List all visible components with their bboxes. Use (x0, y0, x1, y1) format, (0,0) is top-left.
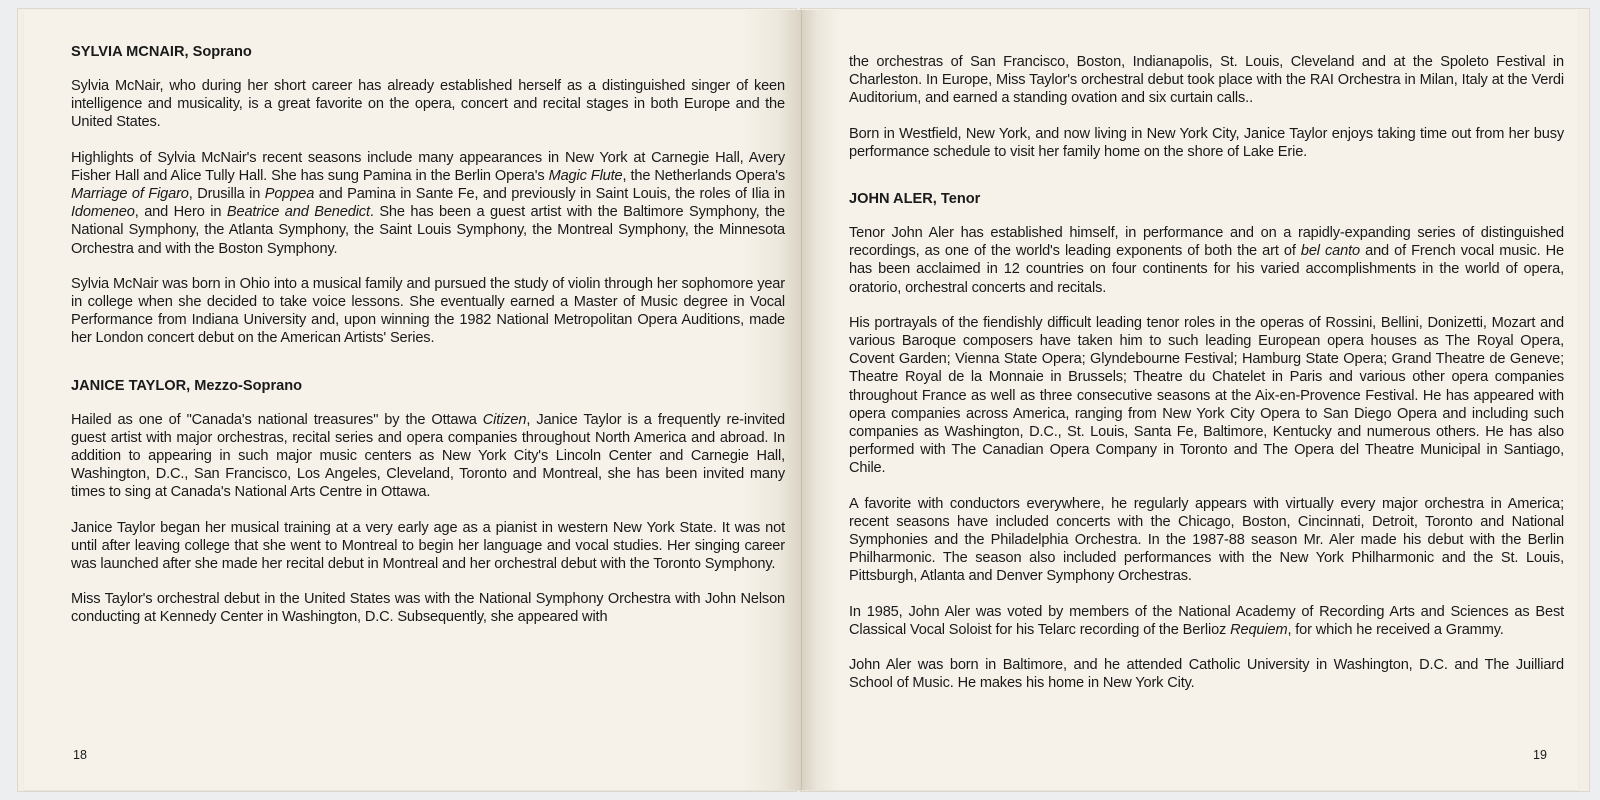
italic-title: Requiem (1230, 621, 1288, 638)
paragraph: the orchestras of San Francisco, Boston, Indianapolis, St. Louis, Cleveland and at the Spoleto Festival in Charleston. In Europe, Miss Taylor's orchestral debut took place with the RAI Orchestra in Milan, Italy at the Verdi Auditorium, and earned a standing ovation and six curtain calls.. (849, 54, 1564, 107)
paragraph: Sylvia McNair was born in Ohio into a musical family and pursued the study of violin through her sophomore year in college when she decided to take voice lessons. She eventually earned a Master of Music degree in Vocal Performance from Indiana University and, upon winning the 1982 National Metropolitan Opera Auditions, made her London concert debut on the American Artists' Series. (71, 275, 785, 347)
section-john-aler (849, 190, 1564, 692)
paragraph: Sylvia McNair, who during her short career has already established herself as a distinguished singer of keen intelligence and musicality, is a great favorite on the opera, concert and recital stages in both Europe and the United States. (71, 78, 785, 131)
section-spacer (849, 178, 1564, 190)
page-number: 19 (1533, 748, 1547, 762)
section-janice-taylor (71, 377, 785, 627)
paragraph: Tenor John Aler has established himself, in performance and on a rapidly-expanding series of distinguished recordings, as one of the world's leading exponents of both the art of bel canto and of French vocal music. He has been acclaimed in 12 countries on four continents for his varied accomplishments in the world of opera, oratorio, orchestral concerts and recitals. (849, 225, 1564, 296)
italic-title: Beatrice and Benedict (226, 204, 370, 221)
paragraph: Hailed as one of "Canada's national treasures" by the Ottawa Citizen, Janice Taylor is a frequently re-invited guest artist with major orchestras, recital series and opera companies throughout North America and abroad. In addition to appearing in such major music centers as New York City's Lincoln Center and Carnegie Hall, Washington, D.C., San Francisco, Los Angeles, Cleveland, Toronto and Montreal, she has been invited many times to sing at Canada's National Arts Centre in Ottawa. (71, 411, 786, 501)
italic-title: Poppea (264, 186, 315, 203)
right-page-content (849, 53, 1564, 709)
italic-title: Magic Flute (548, 167, 623, 184)
paragraph: Janice Taylor began her musical training at a very early age as a pianist in western New York State. It was not until after leaving college that she went to Montreal to begin her language and vocal studies. Her singing career was launched after she made her recital debut in Montreal and her orchestral debut with the Toronto Symphony. (71, 519, 785, 573)
italic-title: Marriage of Figaro (71, 186, 189, 203)
italic-title: Citizen (482, 411, 527, 428)
italic-title: bel canto (1300, 243, 1360, 260)
left-page (24, 10, 802, 790)
section-heading: SYLVIA MCNAIR, Soprano (71, 44, 252, 60)
right-page (802, 10, 1578, 790)
section-spacer (71, 365, 785, 377)
section-heading: JOHN ALER, Tenor (849, 191, 981, 208)
page-number: 18 (73, 748, 87, 762)
section-heading: JANICE TAYLOR, Mezzo-Soprano (71, 377, 303, 394)
section-sylvia-mcnair (71, 43, 785, 348)
paragraph: A favorite with conductors everywhere, he regularly appears with virtually every major orchestra in America; recent seasons have included concerts with the Chicago, Boston, Cincinnati, Detroit, Toronto and National Symphonies and the Philadelphia Orchestra. In the 1987-88 season Mr. Aler made his debut with the Berlin Philharmonic. The season also included performances with the New York Philharmonic and the St. Louis, Pittsburgh, Atlanta and Denver Symphony Orchestras. (849, 495, 1564, 585)
italic-title: Idomeneo (71, 204, 135, 221)
paragraph: His portrayals of the fiendishly difficult leading tenor roles in the operas of Rossini, Bellini, Donizetti, Mozart and various Baroque composers have taken him to such leading European opera houses as The Royal Opera, Covent Garden; Vienna State Opera; Glyndebourne Festival; Hamburg State Opera; Grand Theatre de Geneve; Theatre Royal de la Monnaie in Brussels; Theatre du Chatelet in Paris and various other opera companies throughout France as well as three consecutive seasons at the Aix-en-Provence Festival. He has appeared with opera companies across America, ranging from New York City Opera to San Diego Opera and including such companies as Washington, D.C., St. Louis, Santa Fe, Baltimore, Kentucky and numerous others. He has also performed with The Canadian Opera Company in Toronto and The Opera del Theatre Municipal in Santiago, Chile. (849, 314, 1564, 477)
section-janice-taylor-continued (849, 53, 1564, 161)
paragraph: Highlights of Sylvia McNair's recent seasons include many appearances in New York at Carnegie Hall, Avery Fisher Hall and Alice Tully Hall. She has sung Pamina in the Berlin Opera's Magic Flute, the Netherlands Opera's Marriage of Figaro, Drusilla in Poppea and Pamina in Sante Fe, and previously in Saint Louis, the roles of Ilia in Idomeneo, and Hero in Beatrice and Benedict. She has been a guest artist with the Baltimore Symphony, the National Symphony, the Atlanta Symphony, the Saint Louis Symphony, the Montreal Symphony, the Minnesota Orchestra and with the Boston Symphony. (71, 149, 786, 257)
paragraph: In 1985, John Aler was voted by members of the National Academy of Recording Arts and Sciences as Best Classical Vocal Soloist for his Telarc recording of the Berlioz Requiem, for which he received a Grammy. (849, 603, 1564, 638)
paragraph: Miss Taylor's orchestral debut in the United States was with the National Symphony Orchestra with John Nelson conducting at Kennedy Center in Washington, D.C. Subsequently, she appeared with (71, 591, 785, 626)
paragraph: Born in Westfield, New York, and now living in New York City, Janice Taylor enjoys taking time out from her busy performance schedule to visit her family home on the shore of Lake Erie. (849, 125, 1564, 160)
left-page-content (71, 43, 785, 644)
paragraph: John Aler was born in Baltimore, and he attended Catholic University in Washington, D.C. and The Juilliard School of Music. He makes his home in New York City. (849, 657, 1564, 692)
